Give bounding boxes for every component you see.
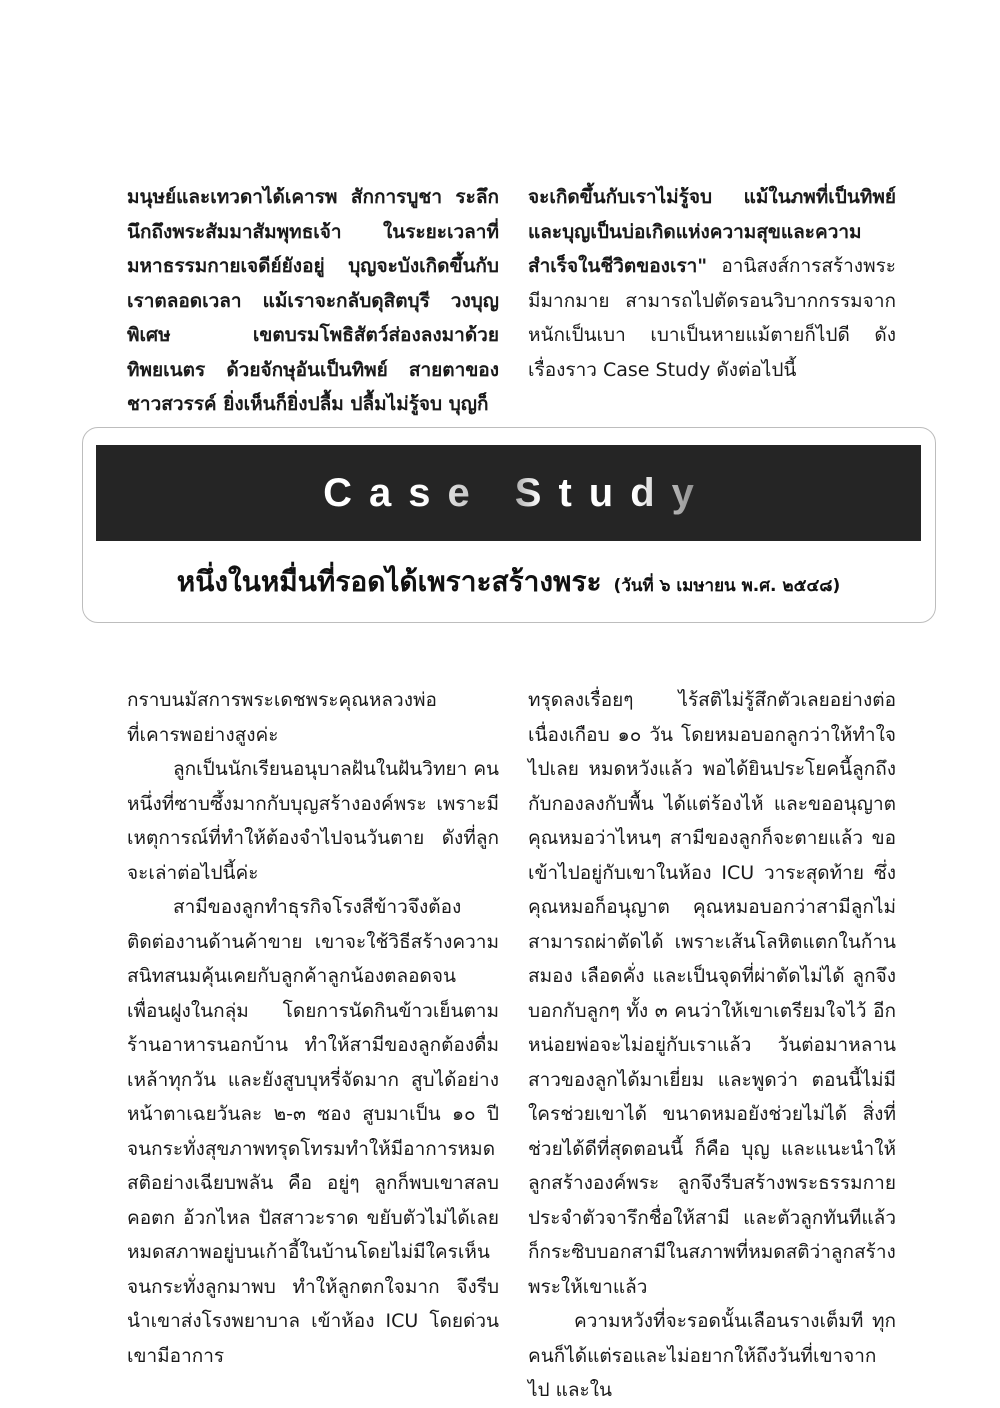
intro-left-column <box>127 180 499 422</box>
intro-right-bold-text: จะเกิดขึ้นกับเราไม่รู้จบ แม้ในภพที่เป็นทิพย์ และบุญเป็นบ่อเกิดแห่งความสุขและความสำเร็จในชีวิตของเรา" <box>528 186 896 277</box>
story-right-column <box>528 683 896 1408</box>
case-study-banner <box>96 445 921 541</box>
story-date: (วันที่ ๖ เมษายน พ.ศ. ๒๕๔๘) <box>613 576 841 596</box>
intro-right-paragraph <box>528 180 896 387</box>
story-headline: หนึ่งในหมื่นที่รอดได้เพราะสร้างพระ <box>176 565 602 598</box>
salutation-line-1: กราบนมัสการพระเดชพระคุณหลวงพ่อ <box>127 689 437 711</box>
story-left-column <box>127 683 499 1373</box>
banner-title: Case Study <box>323 470 711 515</box>
salutation-line-2: ที่เคารพอย่างสูงค่ะ <box>127 723 279 746</box>
intro-right-text: อานิสงส์การสร้างพระมีมากมาย สามารถไปตัดรอนวิบากกรรมจากหนักเป็นเบา เบาเป็นหายแม้ตายก็ไปดี ดังเรื่องราว Case Study ดังต่อไปนี้ <box>528 255 896 381</box>
intro-left-text: มนุษย์และเทวดาได้เคารพ สักการบูชา ระลึกนึกถึงพระสัมมาสัมพุทธเจ้า ในระยะเวลาที่มหาธรรมกายเจดีย์ยังอยู่ บุญจะบังเกิดขึ้นกับเราตลอดเวลา แม้เราจะกลับดุสิตบุรี วงบุญพิเศษ เขตบรมโพธิสัตว์ส่องลงมาด้วยทิพยเนตร ด้วยจักษุอันเป็นทิพย์ สายตาของชาวสวรรค์ ยิ่งเห็นก็ยิ่งปลื้ม ปลื้มไม่รู้จบ บุญก็ <box>127 186 499 415</box>
intro-right-column <box>528 180 896 387</box>
case-study-subtitle <box>96 560 921 604</box>
story-paragraph-2: สามีของลูกทำธุรกิจโรงสีข้าวจึงต้องติดต่องานด้านค้าขาย เขาจะใช้วิธีสร้างความสนิทสนมคุ้นเคยกับลูกค้าลูกน้องตลอดจนเพื่อนฝูงในกลุ่ม โดยการนัดกินข้าวเย็นตามร้านอาหารนอกบ้าน ทำให้สามีของลูกต้องดื่มเหล้าทุกวัน และยังสูบบุหรี่จัดมาก สูบได้อย่างหน้าตาเฉยวันละ ๒-๓ ซอง สูบมาเป็น ๑๐ ปี จนกระทั่งสุขภาพทรุดโทรมทำให้มีอาการหมดสติอย่างเฉียบพลัน คือ อยู่ๆ ลูกก็พบเขาสลบคอตก อ้วกไหล ปัสสาวะราด ขยับตัวไม่ได้เลย หมดสภาพอยู่บนเก้าอี้ในบ้านโดยไม่มีใครเห็น จนกระทั่งลูกมาพบ ทำให้ลูกตกใจมาก จึงรีบนำเขาส่งโรงพยาบาล เข้าห้อง ICU โดยด่วน เขามีอาการ <box>127 896 499 1367</box>
story-paragraph-4: ความหวังที่จะรอดนั้นเลือนรางเต็มที ทุกคนก็ได้แต่รอและไม่อยากให้ถึงวันที่เขาจากไป และใน <box>528 1310 896 1401</box>
story-paragraph-3: ทรุดลงเรื่อยๆ ไร้สติไม่รู้สึกตัวเลยอย่างต่อเนื่องเกือบ ๑๐ วัน โดยหมอบอกลูกว่าให้ทำใจไปเลย หมดหวังแล้ว พอได้ยินประโยคนี้ลูกถึงกับกองลงกับพื้น ได้แต่ร้องไห้ และขออนุญาตคุณหมอว่าไหนๆ สามีของลูกก็จะตายแล้ว ขอเข้าไปอยู่กับเขาในห้อง ICU วาระสุดท้าย ซึ่งคุณหมอก็อนุญาต คุณหมอบอกว่าสามีลูกไม่สามารถผ่าตัดได้ เพราะเส้นโลหิตแตกในก้านสมอง เลือดคั่ง และเป็นจุดที่ผ่าตัดไม่ได้ ลูกจึงบอกกับลูกๆ ทั้ง ๓ คนว่าให้เขาเตรียมใจไว้ อีกหน่อยพ่อจะไม่อยู่กับเราแล้ว วันต่อมาหลานสาวของลูกได้มาเยี่ยม และพูดว่า ตอนนี้ไม่มีใครช่วยเขาได้ ขนาดหมอยังช่วยไม่ได้ สิ่งที่ช่วยได้ดีที่สุดตอนนี้ ก็คือ บุญ และแนะนำให้ลูกสร้างองค์พระ ลูกจึงรีบสร้างพระธรรมกายประจำตัวจารึกชื่อให้สามี และตัวลูกทันทีแล้วก็กระซิบบอกสามีในสภาพที่หมดสติว่าลูกสร้างพระให้เขาแล้ว <box>528 689 896 1298</box>
story-paragraph-1: ลูกเป็นนักเรียนอนุบาลฝันในฝันวิทยา คนหนึ่งที่ซาบซึ้งมากกับบุญสร้างองค์พระ เพราะมีเหตุการณ์ที่ทำให้ต้องจำไปจนวันตาย ดังที่ลูกจะเล่าต่อไปนี้ค่ะ <box>127 758 500 884</box>
